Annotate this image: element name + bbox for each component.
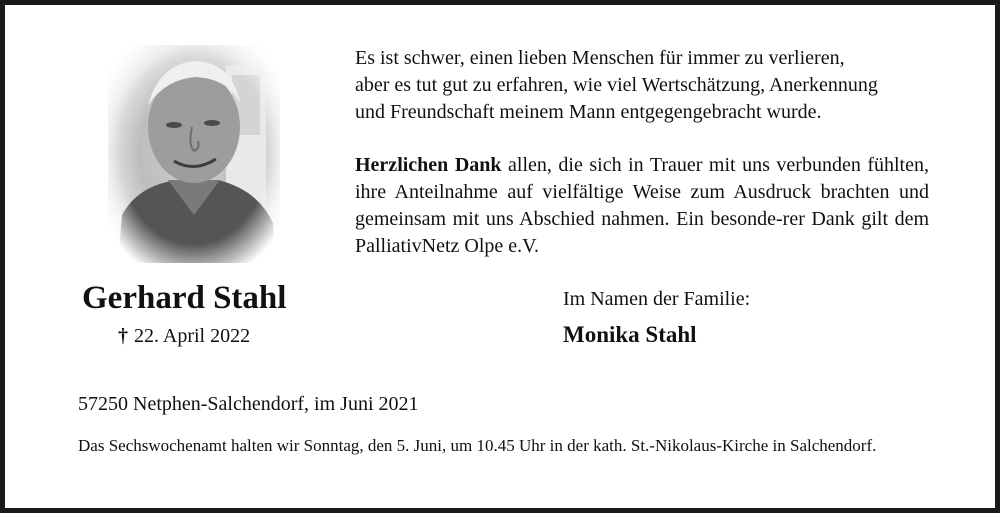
message-line: und Freundschaft meinem Mann entgegengebracht wurde. bbox=[355, 101, 822, 123]
thanks-paragraph bbox=[355, 152, 929, 260]
death-date-line bbox=[118, 325, 250, 348]
portrait-image bbox=[108, 45, 280, 263]
cross-icon: † bbox=[118, 325, 128, 347]
message-line: aber es tut gut zu erfahren, wie viel Wertschätzung, Anerkennung bbox=[355, 74, 878, 96]
portrait-photo bbox=[108, 45, 280, 263]
deceased-name: Gerhard Stahl bbox=[82, 280, 287, 316]
family-label: Im Namen der Familie: bbox=[563, 288, 751, 310]
family-signature: Monika Stahl bbox=[563, 322, 697, 347]
death-date: 22. April 2022 bbox=[134, 325, 251, 347]
thanks-text: allen, die sich in Trauer mit uns verbunden fühlten, ihre Anteilnahme auf vielfältige Weise zum Ausdruck brachten und gemeinsam mit uns Abschied nahmen. Ein besonde-rer Dank gilt dem PalliativNetz Olpe e.V. bbox=[355, 154, 929, 257]
message-line: Es ist schwer, einen lieben Menschen für immer zu verlieren, bbox=[355, 47, 845, 69]
message-paragraph-1 bbox=[355, 45, 929, 126]
memorial-service-notice: Das Sechswochenamt halten wir Sonntag, den 5. Juni, um 10.45 Uhr in der kath. St.-Nikolaus-Kirche in Salchendorf. bbox=[78, 436, 877, 455]
place-date: 57250 Netphen-Salchendorf, im Juni 2021 bbox=[78, 393, 419, 415]
thanks-heading: Herzlichen Dank bbox=[355, 154, 502, 176]
